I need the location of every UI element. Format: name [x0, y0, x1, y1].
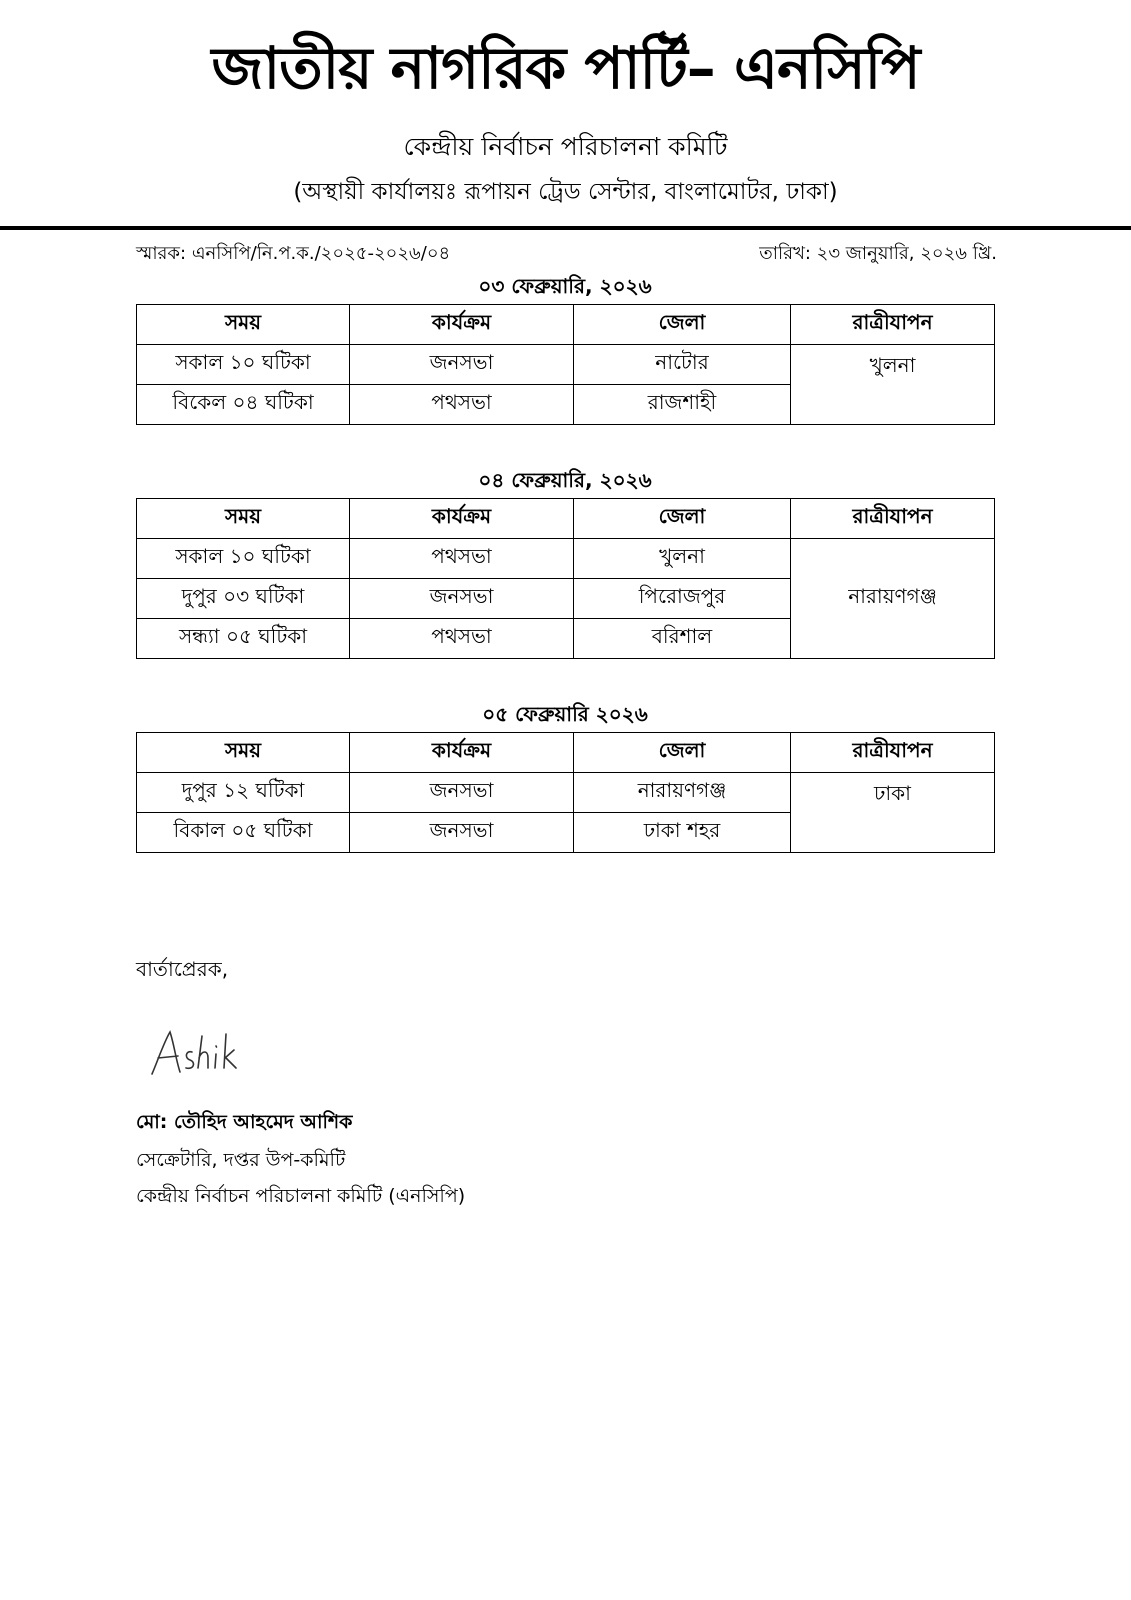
cell-program: জনসভা	[350, 813, 574, 853]
column-header-district: জেলা	[574, 499, 791, 539]
committee-name: কেন্দ্রীয় নির্বাচন পরিচালনা কমিটি	[403, 132, 728, 161]
cell-program: জনসভা	[350, 773, 574, 813]
cell-district: নাটোর	[574, 345, 791, 385]
column-header-time: সময়	[137, 499, 350, 539]
schedule-table-3	[136, 732, 995, 853]
cell-program: জনসভা	[350, 579, 574, 619]
memo-number: স্মারক: এনসিপি/নি.প.ক./২০২৫-২০২৬/০৪	[136, 243, 451, 264]
cell-time: দুপুর ১২ ঘটিকা	[137, 773, 350, 813]
schedule-table-2	[136, 498, 995, 659]
sender-name: মো: তৌহিদ আহমেদ আশিক	[136, 1111, 353, 1133]
table-header-row	[137, 305, 995, 345]
column-header-time: সময়	[137, 733, 350, 773]
table-header-row	[137, 499, 995, 539]
cell-time: দুপুর ০৩ ঘটিকা	[137, 579, 350, 619]
cell-program: পথসভা	[350, 619, 574, 659]
cell-overnight: খুলনা	[791, 345, 995, 425]
cell-district: বরিশাল	[574, 619, 791, 659]
cell-time: সকাল ১০ ঘটিকা	[137, 345, 350, 385]
cell-district: খুলনা	[574, 539, 791, 579]
table-row	[137, 539, 995, 579]
column-header-program: কার্যক্রম	[350, 305, 574, 345]
cell-district: পিরোজপুর	[574, 579, 791, 619]
cell-district: ঢাকা শহর	[574, 813, 791, 853]
cell-time: সন্ধ্যা ০৫ ঘটিকা	[137, 619, 350, 659]
schedule-date-2: ০৪ ফেব্রুয়ারি, ২০২৬	[478, 468, 652, 492]
table-row	[137, 345, 995, 385]
cell-overnight: ঢাকা	[791, 773, 995, 853]
table-header-row	[137, 733, 995, 773]
column-header-program: কার্যক্রম	[350, 733, 574, 773]
cell-district: নারায়ণগঞ্জ	[574, 773, 791, 813]
cell-overnight: নারায়ণগঞ্জ	[791, 539, 995, 659]
office-address: (অস্থায়ী কার্যালয়ঃ রূপায়ন ট্রেড সেন্টার, বাংলামোটর, ঢাকা)	[293, 179, 838, 205]
sender-organization: কেন্দ্রীয় নির্বাচন পরিচালনা কমিটি (এনসিপি)	[136, 1185, 466, 1207]
column-header-overnight: রাত্রীযাপন	[791, 305, 995, 345]
column-header-district: জেলা	[574, 305, 791, 345]
party-title: জাতীয় নাগরিক পার্টি– এনসিপি	[211, 34, 920, 102]
schedule-date-1: ০৩ ফেব্রুয়ারি, ২০২৬	[478, 274, 652, 298]
cell-time: সকাল ১০ ঘটিকা	[137, 539, 350, 579]
issue-date: তারিখ: ২৩ জানুয়ারি, ২০২৬ খ্রি.	[759, 243, 997, 264]
schedule-table-1	[136, 304, 995, 425]
sign-off: বার্তাপ্রেরক,	[136, 957, 229, 981]
table-row	[137, 773, 995, 813]
sender-role: সেক্রেটারি, দপ্তর উপ-কমিটি	[136, 1149, 346, 1171]
column-header-program: কার্যক্রম	[350, 499, 574, 539]
handwritten-signature	[148, 1022, 268, 1082]
cell-district: রাজশাহী	[574, 385, 791, 425]
cell-program: জনসভা	[350, 345, 574, 385]
cell-program: পথসভা	[350, 539, 574, 579]
column-header-overnight: রাত্রীযাপন	[791, 733, 995, 773]
cell-time: বিকাল ০৫ ঘটিকা	[137, 813, 350, 853]
cell-time: বিকেল ০৪ ঘটিকা	[137, 385, 350, 425]
column-header-district: জেলা	[574, 733, 791, 773]
column-header-time: সময়	[137, 305, 350, 345]
cell-program: পথসভা	[350, 385, 574, 425]
schedule-date-3: ০৫ ফেব্রুয়ারি ২০২৬	[482, 702, 648, 726]
header-divider	[0, 226, 1131, 230]
column-header-overnight: রাত্রীযাপন	[791, 499, 995, 539]
